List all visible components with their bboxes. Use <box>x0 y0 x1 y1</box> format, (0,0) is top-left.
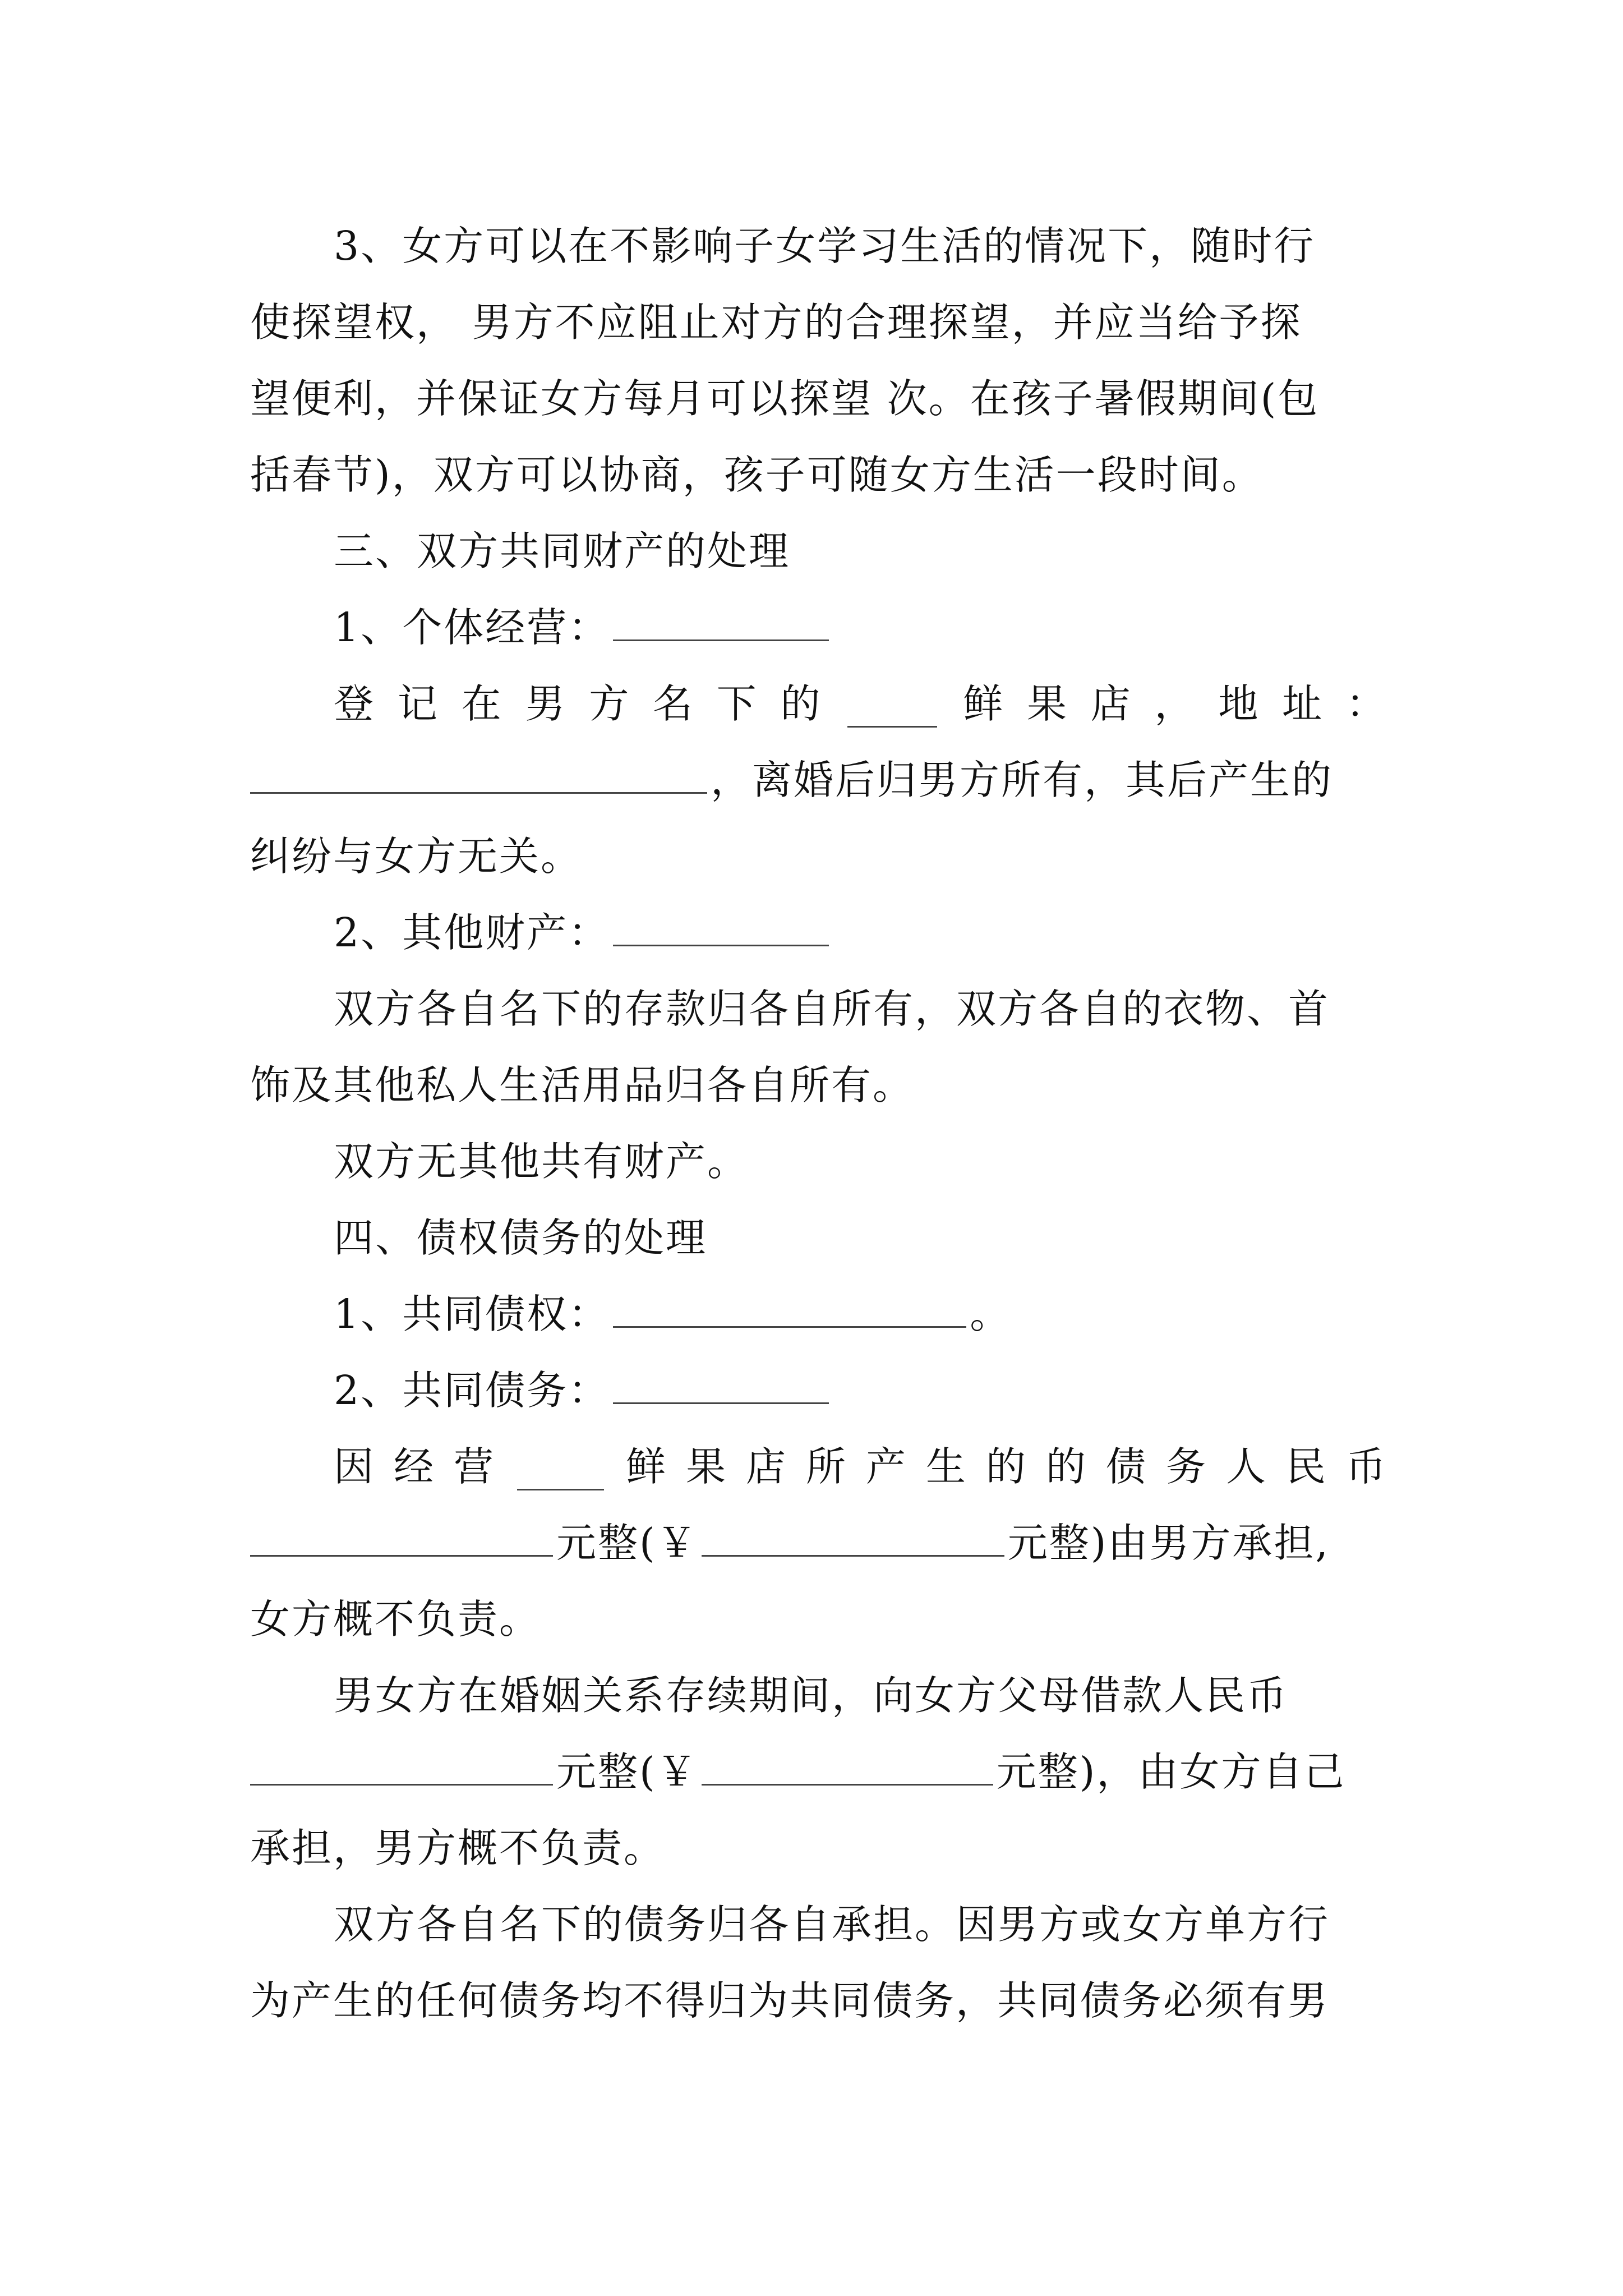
paragraph-line: 望便利，并保证女方每月可以探望 次。在孩子暑假期间(包 <box>250 375 1320 422</box>
item-line <box>334 1278 1471 1351</box>
char: 因 <box>334 1443 376 1490</box>
blank-field <box>847 681 937 728</box>
section-heading: 四、债权债务的处理 <box>334 1214 708 1261</box>
paragraph-line: 双方无其他共有财产。 <box>334 1138 749 1185</box>
paragraph-line: 承担，男方概不负责。 <box>250 1825 666 1871</box>
char: 方 <box>589 680 631 727</box>
char: 果 <box>685 1443 727 1490</box>
char: 所 <box>805 1443 847 1490</box>
line-text: 元整)由男方承担, <box>1007 1520 1330 1566</box>
blank-field <box>517 1444 604 1490</box>
justified-line <box>334 1430 1387 1503</box>
char: 址 <box>1282 680 1324 727</box>
char: 经 <box>394 1443 436 1490</box>
line-text: ，离婚后归男方所有，其后产生的 <box>711 757 1334 803</box>
blank-field <box>702 1739 993 1786</box>
paragraph-line <box>250 1736 1387 1809</box>
paragraph-line: 双方各自名下的存款归各自所有，双方各自的衣物、首 <box>334 986 1330 1032</box>
paragraph-line <box>250 744 1387 817</box>
char: 的 <box>780 680 822 727</box>
justified-line <box>334 668 1387 740</box>
item-line <box>334 1354 1471 1427</box>
blank-field <box>250 747 707 794</box>
paragraph-line: 男女方在婚姻关系存续期间，向女方父母借款人民币 <box>334 1672 1289 1719</box>
blank-field <box>613 1358 829 1404</box>
line-text: 元整(￥ <box>556 1520 698 1566</box>
char: 民 <box>1285 1443 1327 1490</box>
line-text: 元整)，由女方自己 <box>996 1749 1346 1795</box>
char: 营 <box>454 1443 496 1490</box>
item-label: 1、个体经营： <box>334 604 610 651</box>
char: 产 <box>865 1443 907 1490</box>
char: 店 <box>745 1443 787 1490</box>
item-line <box>334 896 1471 969</box>
char: 男 <box>525 680 567 727</box>
char: 的 <box>985 1443 1027 1490</box>
char: ， <box>1154 680 1196 727</box>
paragraph-line: 女方概不负责。 <box>250 1596 541 1642</box>
char: 登 <box>334 680 376 727</box>
char: 生 <box>925 1443 967 1490</box>
char: 币 <box>1345 1443 1387 1490</box>
blank-field <box>613 900 829 946</box>
paragraph-line: 双方各自名下的债务归各自承担。因男方或女方单方行 <box>334 1901 1330 1948</box>
paragraph-line: 使探望权， 男方不应阻止对方的合理探望，并应当给予探 <box>250 299 1302 346</box>
blank-field <box>250 1739 553 1786</box>
char: 务 <box>1165 1443 1207 1490</box>
paragraph-line: 3、女方可以在不影响子女学习生活的情况下，随时行 <box>334 223 1316 269</box>
blank-field <box>613 595 829 641</box>
paragraph-line: 为产生的任何债务均不得归为共同债务，共同债务必须有男 <box>250 1977 1330 2024</box>
char: 店 <box>1090 680 1132 727</box>
paragraph-line <box>250 1507 1387 1580</box>
section-heading: 三、双方共同财产的处理 <box>334 528 791 574</box>
char: 鲜 <box>963 680 1005 727</box>
blank-field <box>702 1510 1004 1557</box>
char: 债 <box>1105 1443 1147 1490</box>
char: 下 <box>716 680 758 727</box>
line-text: 元整(￥ <box>556 1749 698 1795</box>
char: 鲜 <box>625 1443 667 1490</box>
char: 在 <box>461 680 503 727</box>
char: 的 <box>1045 1443 1087 1490</box>
char: 果 <box>1026 680 1068 727</box>
item-label: 2、其他财产： <box>334 909 610 956</box>
paragraph-line: 纠纷与女方无关。 <box>250 833 583 880</box>
line-text: 。 <box>970 1291 1012 1337</box>
item-line <box>334 591 1471 664</box>
char: 名 <box>652 680 694 727</box>
item-label: 2、共同债务： <box>334 1367 610 1414</box>
char: ： <box>1345 680 1387 727</box>
item-label: 1、共同债权： <box>334 1291 610 1337</box>
blank-field <box>613 1281 966 1328</box>
char: 人 <box>1225 1443 1267 1490</box>
blank-field <box>250 1510 553 1557</box>
char: 地 <box>1218 680 1260 727</box>
paragraph-line: 饰及其他私人生活用品归各自所有。 <box>250 1062 915 1108</box>
char: 记 <box>397 680 439 727</box>
paragraph-line: 括春节)，双方可以协商，孩子可随女方生活一段时间。 <box>250 452 1264 498</box>
